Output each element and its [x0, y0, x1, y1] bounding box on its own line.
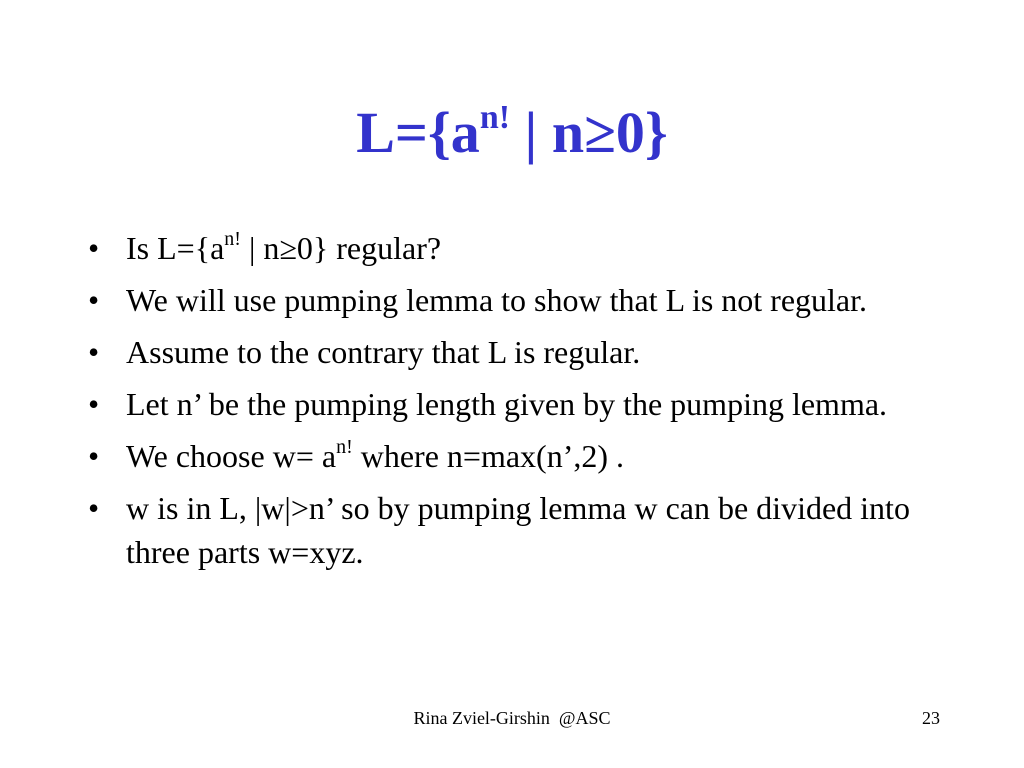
bullet-dot-icon: •: [88, 334, 100, 370]
page-number: 23: [922, 708, 940, 728]
bullet-text: Is L={a: [126, 230, 225, 266]
bullet-dot-icon: •: [88, 282, 100, 318]
bullet-text: w is in L, |w|>n’ so by pumping lemma w can be divided into three parts w=xyz.: [126, 490, 910, 570]
bullet-text: Assume to the contrary that L is regular.: [126, 334, 641, 370]
bullet-text: Let n’ be the pumping length given by the pumping lemma.: [126, 386, 888, 422]
bullet-item: [84, 486, 944, 574]
bullet-text: We will use pumping lemma to show that L is not regular.: [126, 282, 868, 318]
bullet-list: [84, 226, 944, 582]
bullet-item: [84, 278, 944, 322]
bullet-item: [84, 330, 944, 374]
bullet-dot-icon: •: [88, 490, 100, 526]
title-prefix: L={a: [356, 100, 480, 165]
bullet-superscript: n!: [336, 436, 353, 459]
bullet-text: | n≥0} regular?: [240, 230, 442, 266]
bullet-text: where n=max(n’,2) .: [352, 438, 625, 474]
footer-author: Rina Zviel-Girshin @ASC: [413, 708, 611, 728]
bullet-dot-icon: •: [88, 386, 100, 422]
bullet-dot-icon: •: [88, 438, 100, 474]
title-superscript: n!: [479, 98, 511, 136]
bullet-text: We choose w= a: [126, 438, 337, 474]
slide-title: [0, 98, 1024, 168]
bullet-superscript: n!: [224, 228, 241, 251]
title-suffix: | n≥0}: [510, 100, 668, 165]
bullet-item: [84, 434, 944, 478]
bullet-item: [84, 226, 944, 270]
bullet-dot-icon: •: [88, 230, 100, 266]
bullet-item: [84, 382, 944, 426]
